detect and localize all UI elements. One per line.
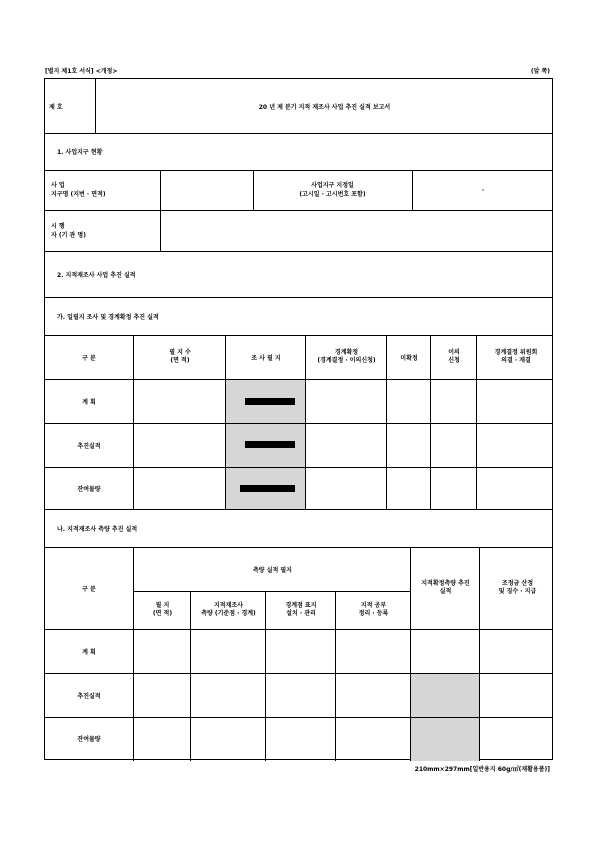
col-divider <box>335 591 336 761</box>
t2-row-remaining: 잔여물량 <box>77 735 101 743</box>
t2-header-register: 지적 공부 정리 · 등록 <box>358 602 389 617</box>
col-divider <box>265 591 266 761</box>
t1-row-plan: 계 획 <box>82 398 96 406</box>
t2-row-actual: 추진실적 <box>77 692 101 700</box>
col-divider <box>190 591 191 761</box>
row-divider <box>45 210 552 211</box>
col-divider <box>430 335 431 509</box>
t2-header-final-survey: 지적확정측량 추진 실적 <box>421 580 470 595</box>
designation-date-value: · <box>481 186 485 194</box>
col-divider <box>479 547 480 761</box>
designation-date-label: 사업지구 지정일 (고시일 · 고시번호 포함) <box>299 182 366 198</box>
t2-header-adjustment: 조정금 산정 및 징수 · 지급 <box>498 580 537 595</box>
section-title-4: 나. 지적재조사 측량 추진 실적 <box>57 525 138 533</box>
title-divider <box>95 79 96 133</box>
section-title-1: 1. 사업지구 현황 <box>57 149 103 156</box>
t1-header-undecided: 미확정 <box>400 354 418 362</box>
report-form <box>44 78 553 760</box>
report-number-label: 제 호 <box>49 103 63 111</box>
page-number: (앞 쪽) <box>530 68 550 75</box>
form-number: [별지 제1호 서식] <개정> <box>45 68 118 75</box>
t1-row-actual: 추진실적 <box>77 442 101 450</box>
col-divider <box>225 335 226 509</box>
col-divider <box>305 335 306 509</box>
t2-header-survey: 지적재조사 측량 (기준점 · 경계) <box>201 602 256 617</box>
district-name-label: 사 업 지구명 (지번 · 면적) <box>51 182 106 198</box>
implementer-label: 시 행 자 (기 관 명) <box>51 222 86 239</box>
t1-row-remaining: 잔여물량 <box>77 485 101 493</box>
col-divider <box>386 335 387 509</box>
col-divider <box>476 335 477 509</box>
t2-header-group: 측량 실적 필지 <box>253 566 292 574</box>
t1-header-parcels: 필 지 수 (면 적) <box>169 349 191 364</box>
t1-dash-mark <box>245 441 295 448</box>
col-divider <box>133 547 134 761</box>
t1-header-category: 구 분 <box>82 354 96 362</box>
col-divider <box>410 547 411 761</box>
t1-dash-mark <box>240 485 295 492</box>
t2-header-category: 구 분 <box>82 585 96 593</box>
t2-row-plan: 계 획 <box>82 648 96 656</box>
row-divider <box>45 133 552 134</box>
t2-header-markers: 경계점 표지 설치 · 관리 <box>285 602 317 617</box>
col-divider <box>160 210 161 251</box>
t1-header-boundary: 경계확정 (경계결정 · 이의신청) <box>317 349 376 364</box>
t1-header-committee: 경계결정 위원회 의결 · 재결 <box>494 349 538 364</box>
t1-header-surveyed: 조 사 필 지 <box>251 354 281 362</box>
t1-dash-mark <box>245 398 295 405</box>
section-title-3: 가. 일필지 조사 및 경계확정 추진 실적 <box>57 313 159 321</box>
col-divider <box>160 170 161 210</box>
t2-header-parcels: 필 지 (면 적) <box>152 602 173 617</box>
t1-header-objection: 이의 신청 <box>448 349 460 364</box>
section-title-2: 2. 지적재조사 사업 추진 실적 <box>57 271 136 279</box>
col-divider <box>412 170 413 210</box>
page-title: 20 년 제 분기 지적 재조사 사업 추진 실적 보고서 <box>258 103 391 111</box>
col-divider <box>253 170 254 210</box>
paper-spec-footer: 210mm×297mm[일반용지 60g/㎡(재활용품)] <box>414 766 550 773</box>
col-divider <box>133 335 134 509</box>
